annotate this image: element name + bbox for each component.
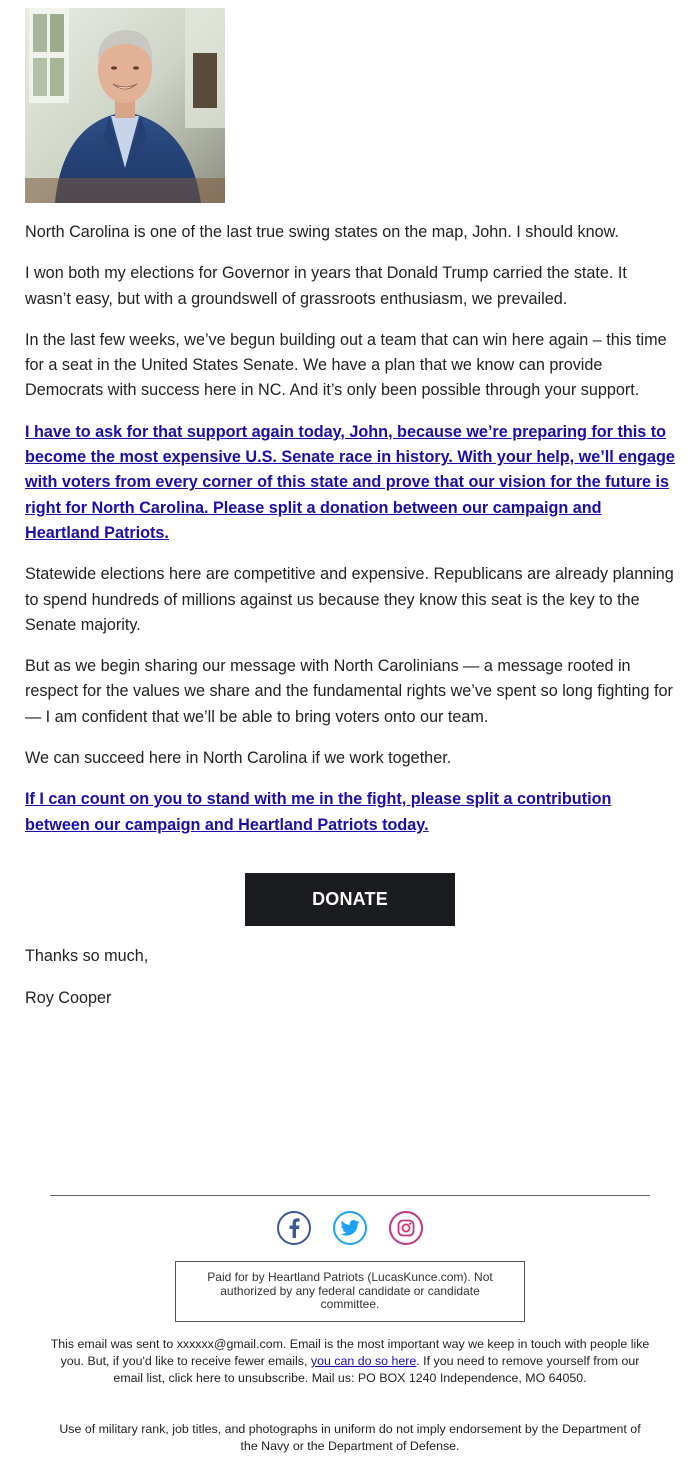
paragraph-3: In the last few weeks, we’ve begun building out a team that can win here again – this time for a seat in the United States Senate. We have a plan that we know can provide Democrats with success here in NC. And it’s only been possible through your support. <box>25 330 667 400</box>
signoff: Thanks so much, <box>25 947 149 965</box>
signature: Roy Cooper <box>25 989 112 1007</box>
paragraph-2: I won both my elections for Governor in years that Donald Trump carried the state. It wasn’t easy, but with a groundswell of grassroots enthusiasm, we prevailed. <box>25 264 627 308</box>
donation-link-paragraph-1[interactable] <box>25 420 675 546</box>
paragraph-1: North Carolina is one of the last true swing states on the map, John. I should know. <box>25 223 619 241</box>
donation-link-1[interactable]: I have to ask for that support again today, John, because we’re preparing for this to become the most expensive U.S. Senate race in history. With your help, we’ll engage with voters from every corner of this state and prove that our vision for the future is right for North Carolina. Please split a donation between our campaign and Heartland Patriots. <box>25 422 675 542</box>
roy-cooper-photo <box>25 8 225 203</box>
donation-link-paragraph-2[interactable] <box>25 787 675 838</box>
paragraph-4: Statewide elections here are competitive and expensive. Republicans are already planning to spend hundreds of millions against us because they know this seat is the key to the Senate majority. <box>25 565 674 634</box>
paragraph-6: We can succeed here in North Carolina if we work together. <box>25 749 452 768</box>
fewer-emails-link[interactable]: you can do so here <box>310 1354 417 1368</box>
donation-link-2[interactable]: If I can count on you to stand with me in the fight, please split a contribution between our campaign and Heartland Patriots today. <box>25 790 612 834</box>
footer-notice <box>50 1336 650 1387</box>
footer-divider <box>50 1195 650 1196</box>
instagram-icon[interactable] <box>389 1211 423 1245</box>
facebook-icon[interactable] <box>277 1211 311 1245</box>
footer-notice-text-2: . If you need to remove yourself from our email list, click here to unsubscribe. Mail us: PO BOX 1240 Independence, MO 64050. <box>113 1354 640 1385</box>
twitter-icon[interactable] <box>333 1211 367 1245</box>
donate-button[interactable]: DONATE <box>245 873 455 926</box>
social-links <box>0 1211 700 1249</box>
email-body <box>25 220 675 854</box>
paid-for-disclaimer: Paid for by Heartland Patriots (LucasKunce.com). Not authorized by any federal candidate or candidate committee. <box>175 1261 525 1322</box>
paragraph-5: But as we begin sharing our message with North Carolinians — a message rooted in respect for the values we share and the fundamental rights we’ve spent so long fighting for — I am confident that we’ll be able to bring voters onto our team. <box>25 657 673 726</box>
footer-disclaimer: Use of military rank, job titles, and photographs in uniform do not imply endorsement by the Department of the Navy or the Department of Defense. <box>59 1422 641 1453</box>
footer-notice-text-1: This email was sent to xxxxxx@gmail.com. Email is the most important way we keep in touch with people like you. But, if you'd like to receive fewer emails, <box>50 1337 650 1368</box>
